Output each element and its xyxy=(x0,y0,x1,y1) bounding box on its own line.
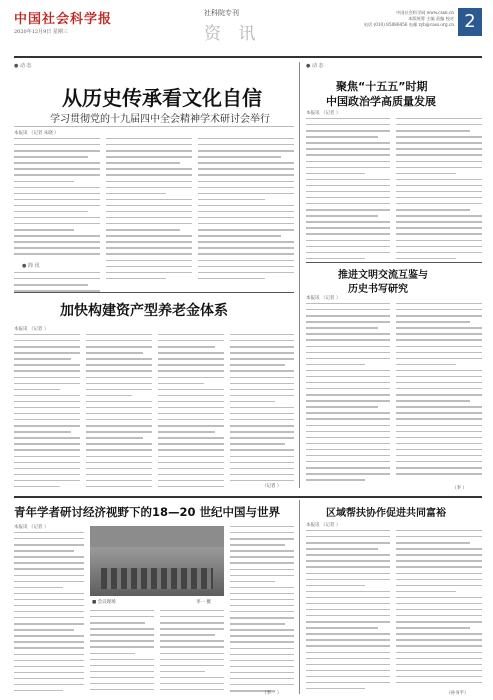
right-headline-line1: 聚焦“十五五”时期 xyxy=(336,80,428,93)
column-tag: 社科院专刊 xyxy=(204,9,239,17)
left-col-1 xyxy=(14,138,100,260)
column-divider xyxy=(299,62,300,488)
right-story3-col-2 xyxy=(396,530,482,688)
conference-photo xyxy=(90,526,224,596)
right-story2-signoff: （李 ） xyxy=(452,486,467,491)
photo-caption-left: ■ 会议现场 xyxy=(92,600,116,605)
middle-col-1 xyxy=(14,334,80,492)
right-story3-signoff: （孙书平） xyxy=(446,691,469,696)
middle-headline: 加快构建资产型养老金体系 xyxy=(60,303,228,319)
middle-col-3 xyxy=(158,334,224,492)
bottom-column-divider xyxy=(299,500,300,694)
left-byline: 本报讯 （记者 朱晓 ） xyxy=(14,131,59,136)
left-subhead-rule xyxy=(14,126,294,127)
paper-name: 中国社会科学报 xyxy=(14,12,113,27)
left-col-3 xyxy=(198,138,294,284)
middle-col-4 xyxy=(230,334,294,486)
bottom-col-2 xyxy=(90,610,154,695)
left-col-2 xyxy=(106,138,192,284)
bottom-signoff: （李一 ） xyxy=(262,691,282,696)
right-story3-col-1 xyxy=(306,530,390,694)
bottom-col-3 xyxy=(160,610,224,695)
right-section-tag: ● 动 态 xyxy=(306,63,324,69)
bottom-col-1 xyxy=(14,532,84,696)
left-mid-section-tag: ● 简 讯 xyxy=(22,263,40,269)
right-story3-headline: 区域帮扶协作促进共同富裕 xyxy=(326,508,446,519)
site-info: 中国社会科学网 www.cssn.cn 本版统筹 主编 责编 校对 电话 (010) 85886456 电邮 zyb@cass.org.cn xyxy=(363,10,454,28)
masthead-rule xyxy=(14,56,482,58)
right-story2-byline: 本报讯 （记者 ） xyxy=(306,296,341,301)
middle-signoff: （记者 ） xyxy=(262,484,282,489)
column-title: 资 讯 xyxy=(204,24,262,44)
right-col-2 xyxy=(396,118,482,264)
right-story2-headline-line2: 历史书写研究 xyxy=(348,284,408,295)
left-headline: 从历史传承看文化自信 xyxy=(62,86,262,110)
middle-byline: 本报讯 （记者 ） xyxy=(14,327,49,332)
right-story2-col-1 xyxy=(306,303,390,485)
middle-col-2 xyxy=(86,334,152,492)
right-col-1 xyxy=(306,118,390,264)
bottom-byline: 本报讯 （记者 ） xyxy=(14,525,49,530)
photo-caption-right: 李一 摄 xyxy=(196,600,211,605)
bottom-col-4 xyxy=(230,526,294,696)
right-story2-headline-line1: 推进文明交流互鉴与 xyxy=(338,270,428,281)
right-story2-rule xyxy=(306,262,482,263)
issue-date: 2020年12月9日 星期三 xyxy=(14,29,68,35)
page-number-badge: 2 xyxy=(458,8,482,36)
bottom-story-rule xyxy=(14,496,482,498)
left-section-tag: ● 动 态 xyxy=(14,63,32,69)
masthead xyxy=(14,6,482,52)
right-byline: 本报讯 （记者 ） xyxy=(306,111,341,116)
bottom-headline: 青年学者研讨经济视野下的18—20 世纪中国与世界 xyxy=(14,505,281,519)
right-headline-line2: 中国政治学高质量发展 xyxy=(326,95,436,108)
right-story3-byline: 本报讯 （记者 ） xyxy=(306,523,341,528)
middle-story-rule xyxy=(14,292,294,293)
right-story2-col-2 xyxy=(396,303,482,479)
left-subhead: 学习贯彻党的十九届四中全会精神学术研讨会举行 xyxy=(50,114,270,125)
